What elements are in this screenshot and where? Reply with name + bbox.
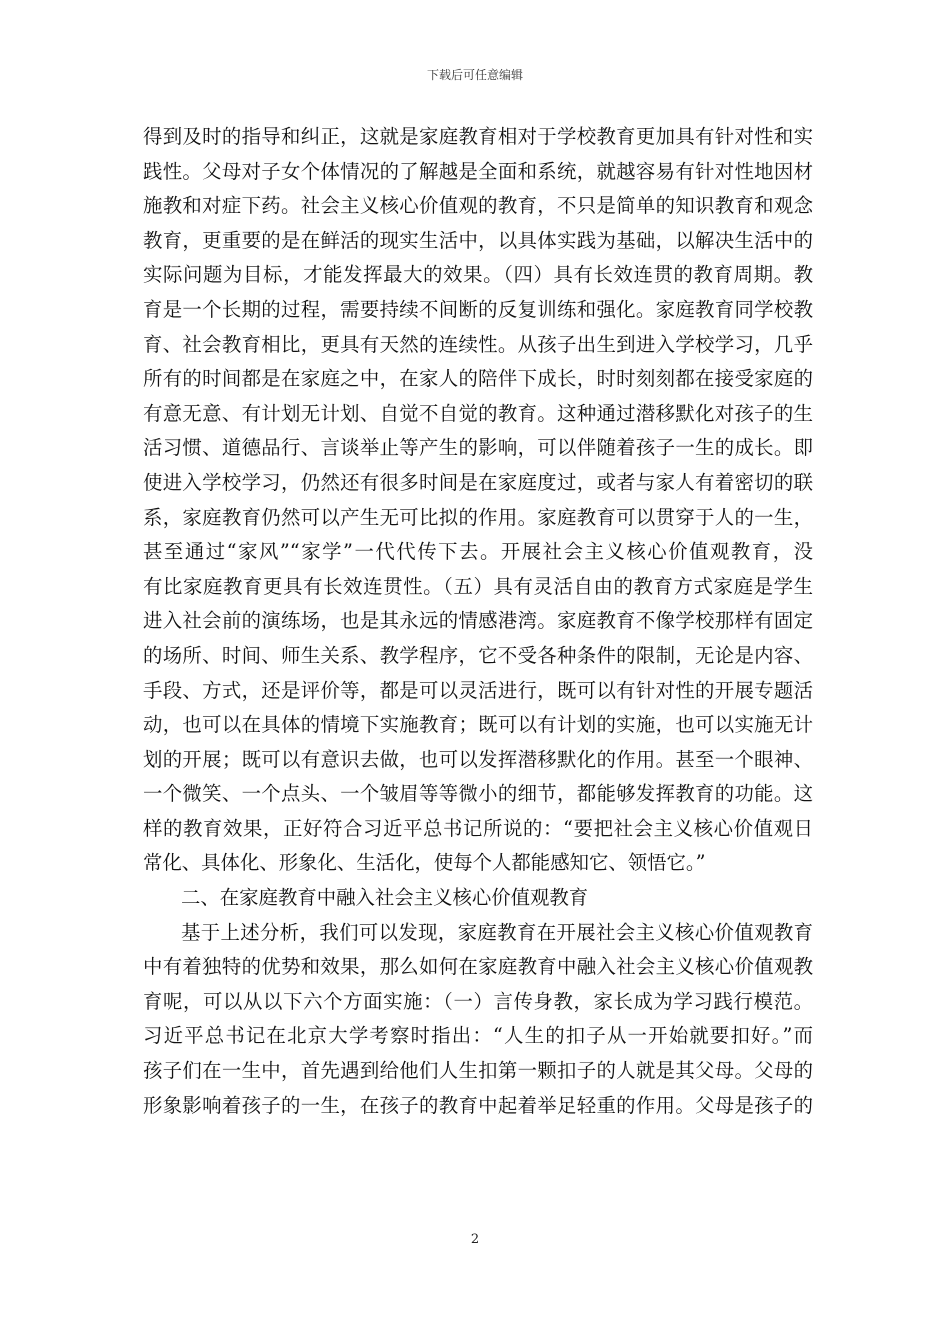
text-line: 的场所、时间、师生关系、教学程序，它不受各种条件的限制，无论是内容、 <box>143 643 813 667</box>
text-line: 施教和对症下药。社会主义核心价值观的教育，不只是简单的知识教育和观念 <box>143 194 813 218</box>
text-line: 样的教育效果，正好符合习近平总书记所说的：“要把社会主义核心价值观日 <box>143 816 813 840</box>
text-line: 划的开展；既可以有意识去做，也可以发挥潜移默化的作用。甚至一个眼神、 <box>143 747 813 771</box>
text-line: 育呢，可以从以下六个方面实施：（一）言传身教，家长成为学习践行模范。 <box>143 989 813 1013</box>
text-line: 甚至通过“家风”“家学”一代代传下去。开展社会主义核心价值观教育，没 <box>143 540 813 564</box>
text-line: 习近平总书记在北京大学考察时指出：“人生的扣子从一开始就要扣好。”而 <box>143 1024 813 1048</box>
text-line: 一个微笑、一个点头、一个皱眉等等微小的细节，都能够发挥教育的功能。这 <box>143 782 813 806</box>
body-text <box>143 120 813 1123</box>
text-line: 育是一个长期的过程，需要持续不间断的反复训练和强化。家庭教育同学校教 <box>143 297 813 321</box>
page-number: 2 <box>470 1232 480 1247</box>
text-line: 活习惯、道德品行、言谈举止等产生的影响，可以伴随着孩子一生的成长。即 <box>143 436 813 460</box>
text-line: 得到及时的指导和纠正，这就是家庭教育相对于学校教育更加具有针对性和实 <box>143 125 813 148</box>
section-heading: 二、在家庭教育中融入社会主义核心价值观教育 <box>181 886 589 910</box>
text-line: 孩子们在一生中，首先遇到给他们人生扣第一颗扣子的人就是其父母。父母的 <box>143 1059 813 1083</box>
text-line: 形象影响着孩子的一生，在孩子的教育中起着举足轻重的作用。父母是孩子的 <box>143 1093 813 1117</box>
text-line: 育、社会教育相比，更具有天然的连续性。从孩子出生到进入学校学习，几乎 <box>143 332 813 356</box>
text-line: 使进入学校学习，仍然还有很多时间是在家庭度过，或者与家人有着密切的联 <box>143 470 813 494</box>
text-line: 实际问题为目标，才能发挥最大的效果。（四）具有长效连贯的教育周期。教 <box>143 263 813 287</box>
text-line: 教育，更重要的是在鲜活的现实生活中，以具体实践为基础，以解决生活中的 <box>143 228 813 252</box>
page-header: 下载后可任意编辑 <box>426 68 523 82</box>
text-line: 有比家庭教育更具有长效连贯性。（五）具有灵活自由的教育方式家庭是学生 <box>143 574 813 598</box>
text-line: 有意无意、有计划无计划、自觉不自觉的教育。这种通过潜移默化对孩子的生 <box>143 401 813 425</box>
text-line: 动，也可以在具体的情境下实施教育；既可以有计划的实施，也可以实施无计 <box>143 713 813 737</box>
text-line: 践性。父母对子女个体情况的了解越是全面和系统，就越容易有针对性地因材 <box>143 159 813 183</box>
text-line: 手段、方式，还是评价等，都是可以灵活进行，既可以有针对性的开展专题活 <box>143 678 813 702</box>
text-line: 所有的时间都是在家庭之中，在家人的陪伴下成长，时时刻刻都在接受家庭的 <box>143 367 813 391</box>
text-line: 基于上述分析，我们可以发现，家庭教育在开展社会主义核心价值观教育 <box>181 920 813 944</box>
text-line: 常化、具体化、形象化、生活化，使每个人都能感知它、领悟它。” <box>143 851 706 875</box>
text-line: 中有着独特的优势和效果，那么如何在家庭教育中融入社会主义核心价值观教 <box>143 955 813 979</box>
text-line: 进入社会前的演练场，也是其永远的情感港湾。家庭教育不像学校那样有固定 <box>143 609 813 633</box>
text-line: 系，家庭教育仍然可以产生无可比拟的作用。家庭教育可以贯穿于人的一生， <box>143 505 813 529</box>
